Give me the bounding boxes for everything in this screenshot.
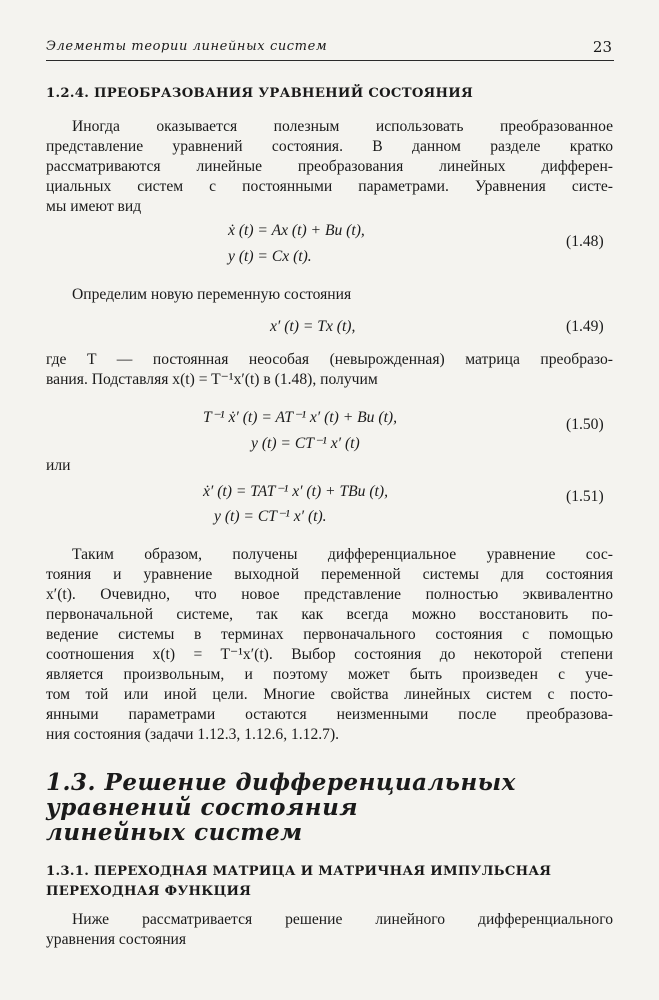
subsection-heading-1-3-1 (46, 862, 551, 902)
subsection-heading-line: 1.3.1. ПЕРЕХОДНАЯ МАТРИЦА И МАТРИЧНАЯ ИМПУЛЬСНАЯ (46, 864, 552, 879)
para-line: рассматриваются линейные преобразования линейных дифферен- (46, 158, 613, 175)
para-line: соотношения x(t) = T⁻¹x′(t). Выбор состояния до некоторой степени (46, 646, 613, 663)
running-title: Элементы теории линейных систем (46, 39, 328, 54)
paragraph-new-variable (46, 285, 613, 305)
para-line: том той или иной цели. Многие свойства линейных систем с посто- (46, 686, 613, 703)
page-number: 23 (592, 38, 612, 56)
equation-1-48-line-2: y (t) = Cx (t). (228, 248, 312, 265)
paragraph-transform-matrix (46, 350, 613, 390)
equation-1-51-line-2: y (t) = CT⁻¹ x′ (t). (214, 508, 327, 525)
para-line: ния состояния (задачи 1.12.3, 1.12.6, 1.12.7). (46, 726, 340, 743)
para-line: x′(t). Очевидно, что новое представление полностью эквивалентно (46, 586, 613, 603)
equation-1-49: x′ (t) = Tx (t), (270, 318, 356, 335)
para-line: представление уравнений состояния. В данном разделе кратко (46, 138, 613, 155)
equation-1-48-line-1: ẋ (t) = Ax (t) + Bu (t), (228, 222, 365, 239)
para-line: Определим новую переменную состояния (72, 286, 352, 303)
para-line: ведение системы в терминах первоначального состояния с помощью (46, 626, 613, 643)
para-line: уравнения состояния (46, 931, 187, 948)
section-heading-line: линейных систем (46, 819, 303, 846)
para-line: циальных систем с постоянными параметрами. Уравнения систе- (46, 178, 613, 195)
para-line: янными параметрами остаются неизменными после преобразова- (46, 706, 613, 723)
para-line: мы имеют вид (46, 198, 142, 215)
equation-1-51-line-1: ẋ′ (t) = TAT⁻¹ x′ (t) + TBu (t), (203, 483, 388, 500)
section-heading-line: 1.3. Решение дифференциальных (46, 769, 516, 796)
para-line: Ниже рассматривается решение линейного дифференциального (72, 911, 613, 928)
subsection-heading-line: ПЕРЕХОДНАЯ ФУНКЦИЯ (46, 884, 252, 899)
para-line: Таким образом, получены дифференциальное уравнение сос- (72, 546, 613, 563)
paragraph-conclusion (46, 545, 613, 745)
subsection-heading-1-2-4: 1.2.4. ПРЕОБРАЗОВАНИЯ УРАВНЕНИЙ СОСТОЯНИЯ (46, 86, 473, 101)
equation-1-50-line-1: T⁻¹ ẋ′ (t) = AT⁻¹ x′ (t) + Bu (t), (203, 409, 397, 426)
paragraph-intro (46, 117, 613, 217)
para-line: где T — постоянная неособая (невырожденная) матрица преобразо- (46, 351, 613, 368)
para-line: является произвольным, и поэтому может быть произведен с уче- (46, 666, 613, 683)
para-line: Иногда оказывается полезным использовать преобразованное (72, 118, 613, 135)
equation-number-1-48: (1.48) (566, 233, 604, 250)
equation-number-1-50: (1.50) (566, 416, 604, 433)
equation-number-1-49: (1.49) (566, 318, 604, 335)
paragraph-solution-intro (46, 910, 613, 950)
para-line: тояния и уравнение выходной переменной системы для состояния (46, 566, 613, 583)
section-heading-1-3 (46, 770, 606, 845)
section-heading-line: уравнений состояния (46, 794, 359, 821)
para-line: первоначальной системе, так как всегда можно восстановить по- (46, 606, 613, 623)
word-or: или (46, 457, 71, 474)
equation-1-50-line-2: y (t) = CT⁻¹ x′ (t) (251, 435, 360, 452)
running-header (46, 36, 614, 61)
equation-number-1-51: (1.51) (566, 488, 604, 505)
para-line: вания. Подставляя x(t) = T⁻¹x′(t) в (1.48), получим (46, 371, 378, 388)
